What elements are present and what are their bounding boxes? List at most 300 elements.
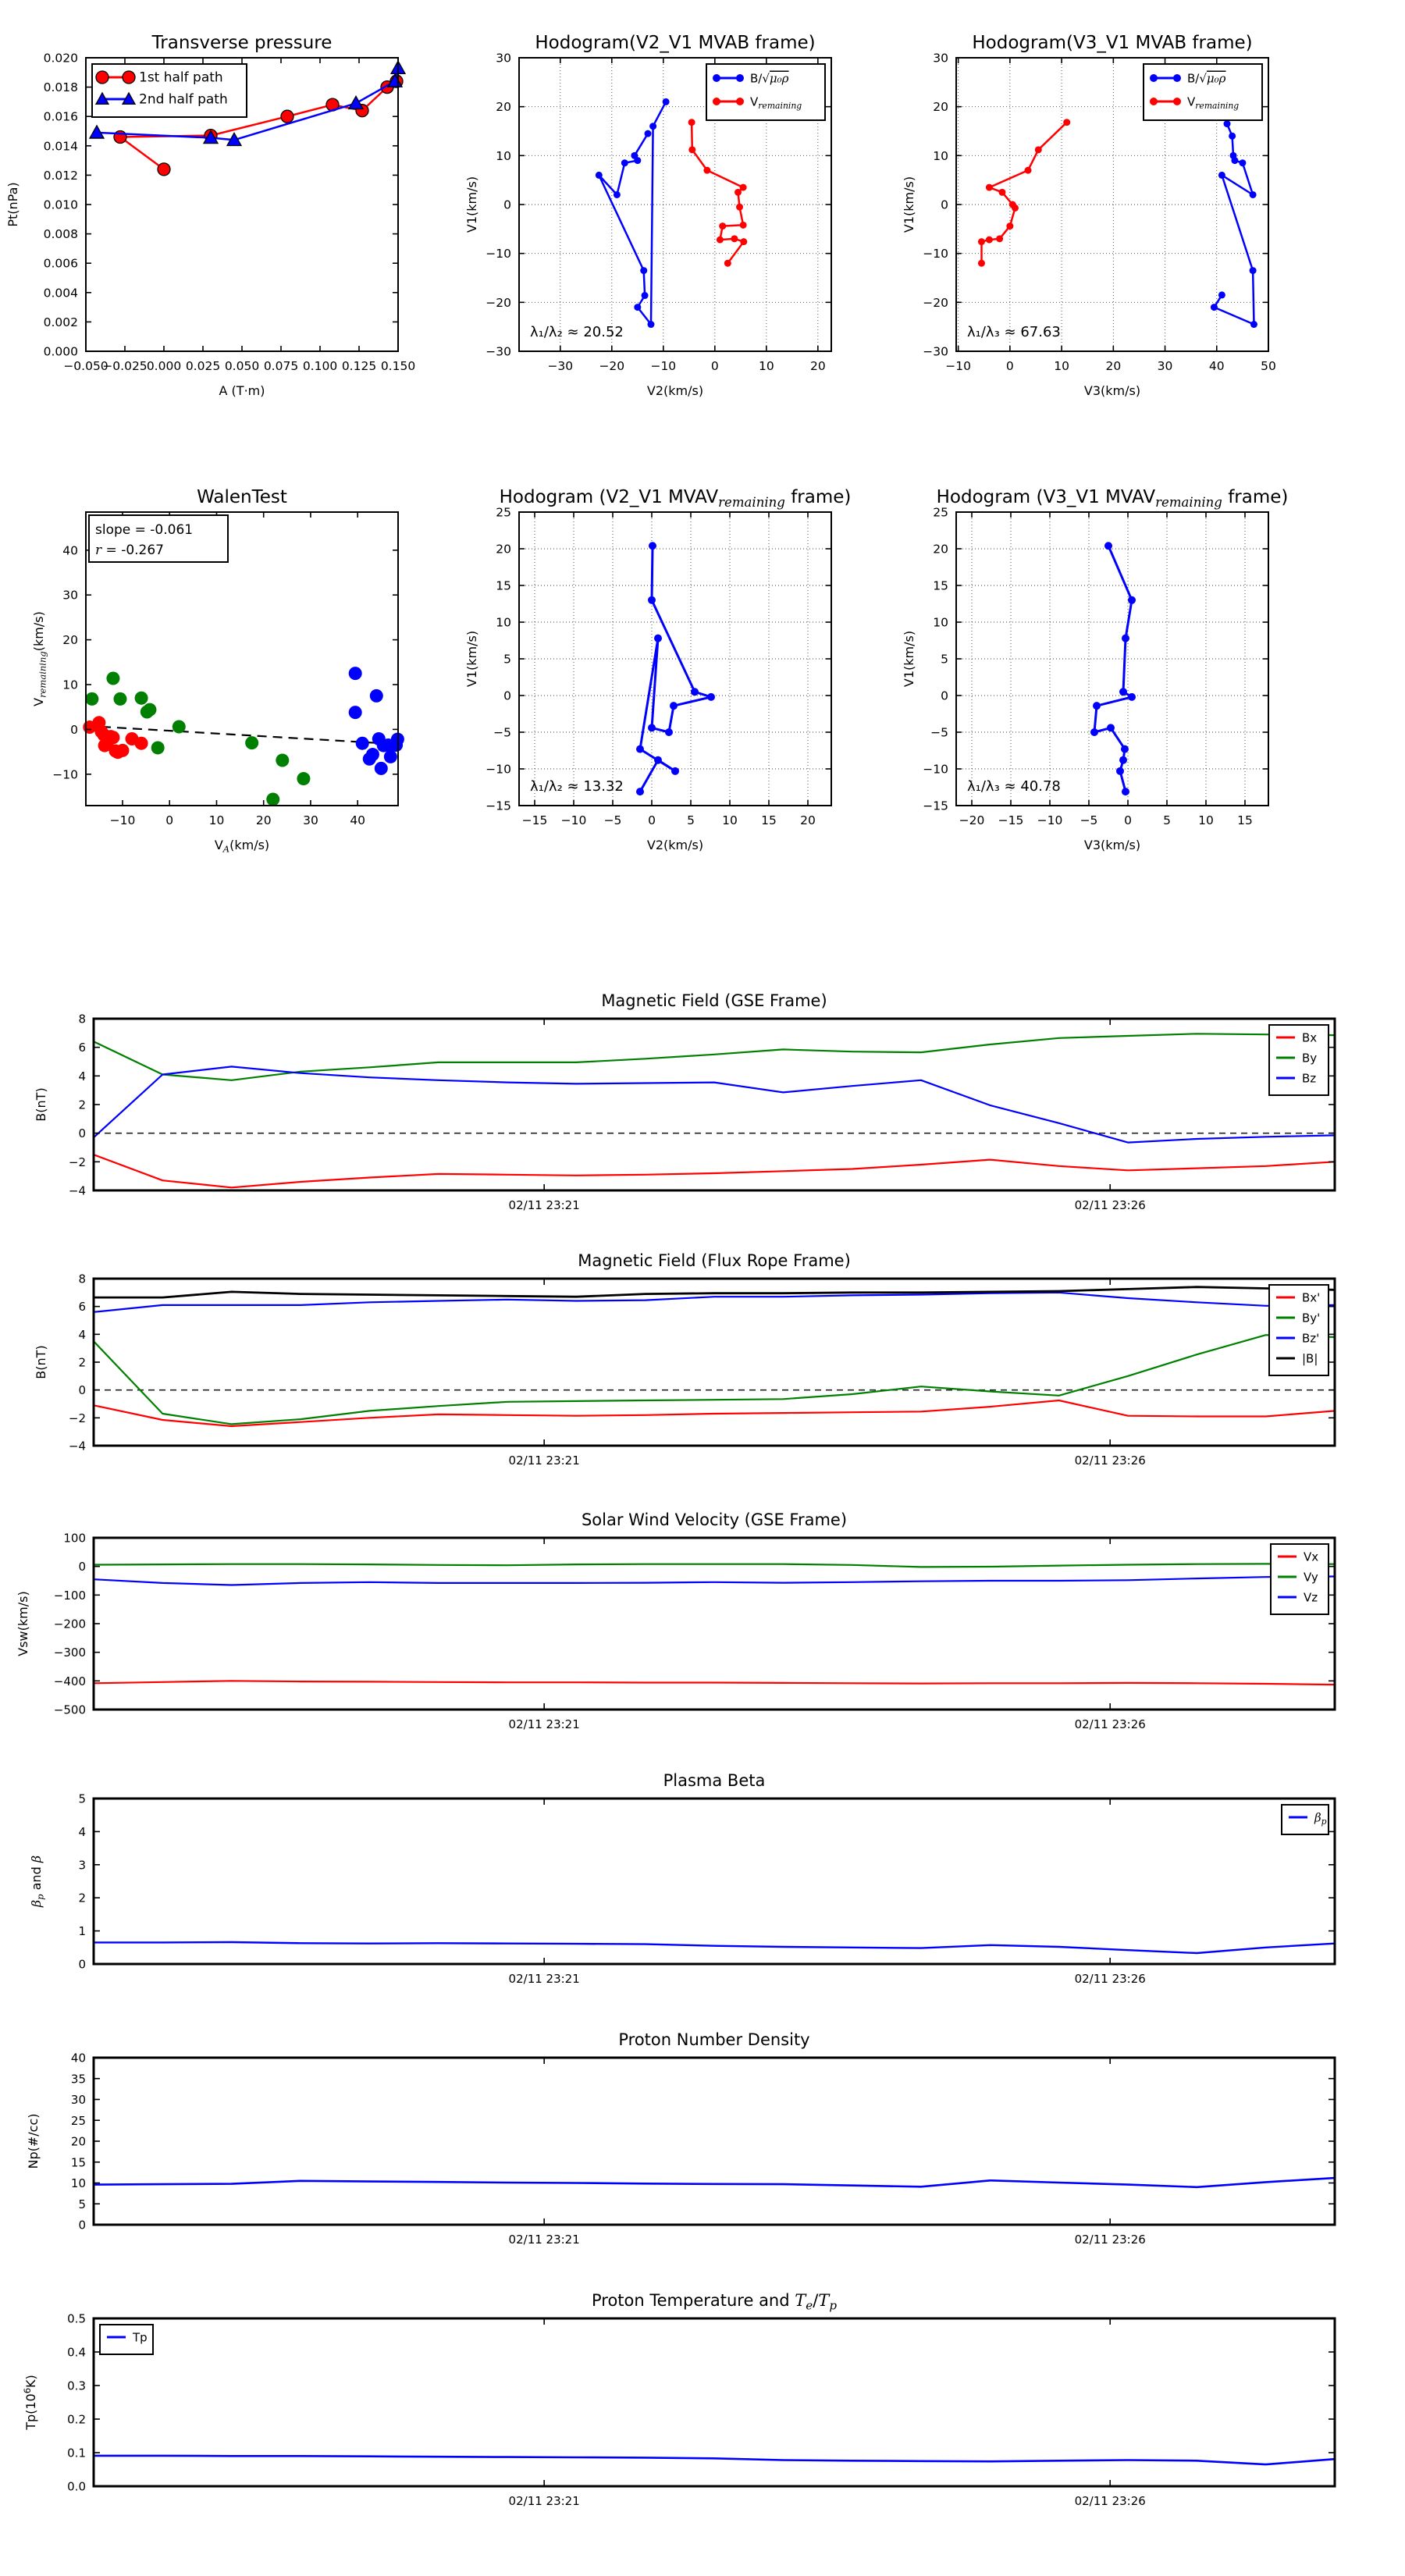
- axis-frame: [94, 2058, 1335, 2225]
- scatter-point: [276, 754, 289, 767]
- x-tick-label: 15: [1237, 813, 1253, 827]
- dot-marker: [691, 688, 699, 696]
- scatter-point: [349, 667, 362, 680]
- dot-marker: [621, 159, 628, 166]
- y-tick-label: 8: [78, 1272, 86, 1286]
- legend-box: [1269, 1025, 1329, 1095]
- y-tick-label: 1: [78, 1924, 86, 1939]
- panel-vsw-gse: [16, 1510, 1335, 1731]
- y-tick-label: 0.1: [67, 2446, 86, 2460]
- y-tick-label: 0: [941, 688, 948, 703]
- circle-marker: [281, 110, 293, 123]
- triangle-marker: [349, 96, 363, 109]
- y-tick-label: −10: [486, 762, 511, 777]
- legend: [1144, 64, 1262, 120]
- dot-marker: [1119, 756, 1127, 764]
- y-tick-label: 0.016: [43, 109, 78, 124]
- legend-label: Vz: [1304, 1590, 1318, 1605]
- legend: [92, 64, 247, 117]
- y-tick-label: 5: [78, 2197, 86, 2211]
- dot-marker: [1122, 788, 1129, 795]
- series-line-V hodogram: [1094, 546, 1132, 792]
- eigenvalue-annotation: λ₁/λ₃ ≈ 67.63: [967, 324, 1061, 341]
- y-tick-label: 5: [941, 652, 948, 667]
- x-tick-label: 20: [255, 813, 272, 827]
- dot-marker: [986, 237, 993, 244]
- y-tick-label: 0: [503, 197, 511, 212]
- x-tick-label: 0: [1005, 359, 1014, 373]
- legend-label: $\beta_p$: [1314, 1810, 1327, 1827]
- dot-marker: [740, 222, 747, 229]
- dot-marker: [1090, 728, 1098, 736]
- y-tick-label: 25: [933, 505, 948, 520]
- x-tick-label: 02/11 23:21: [508, 1972, 580, 1986]
- x-tick-label: 40: [350, 813, 366, 827]
- dot-marker: [1093, 702, 1101, 710]
- dot-marker: [736, 74, 744, 82]
- legend-label: By: [1302, 1051, 1318, 1066]
- dot-marker: [1104, 542, 1112, 550]
- legend-label: 2nd half path: [139, 91, 228, 108]
- x-tick-label: 0: [648, 813, 656, 827]
- series-line-By': [94, 1335, 1335, 1424]
- dot-marker: [1250, 191, 1257, 198]
- x-tick-label: −0.050: [63, 359, 108, 373]
- x-tick-label: 02/11 23:26: [1074, 1453, 1146, 1468]
- series-line-By: [94, 1034, 1335, 1080]
- y-tick-label: −4: [68, 1439, 86, 1453]
- dot-marker: [596, 172, 603, 179]
- legend-label: Vy: [1304, 1570, 1318, 1585]
- y-tick-label: 0: [78, 1126, 86, 1141]
- y-tick-label: 10: [62, 678, 78, 692]
- scatter-point: [143, 703, 156, 717]
- legend-label: Vx: [1304, 1550, 1319, 1564]
- dot-marker: [640, 267, 647, 274]
- y-tick-label: 35: [70, 2072, 86, 2087]
- panel-hodogram-v3v1-mvav: [902, 487, 1288, 852]
- y-axis-label: V1(km/s): [902, 176, 916, 233]
- series-line-Tp: [94, 2456, 1335, 2464]
- dot-marker: [654, 635, 662, 642]
- eigenvalue-annotation: λ₁/λ₂ ≈ 13.32: [530, 778, 624, 795]
- panel-title: Solar Wind Velocity (GSE Frame): [581, 1510, 848, 1529]
- panel-plasma-beta: [29, 1771, 1335, 1986]
- panel-proton-density: [26, 2030, 1335, 2247]
- y-axis-label: Np(#/cc): [26, 2113, 41, 2169]
- dot-marker: [1150, 74, 1158, 82]
- dot-marker: [713, 98, 720, 105]
- y-tick-label: 0.020: [43, 51, 78, 66]
- x-tick-label: 5: [1163, 813, 1171, 827]
- panel-title: Transverse pressure: [151, 33, 333, 53]
- y-axis-label: $V_{remaining}(km/s)$: [31, 611, 48, 706]
- dot-marker: [688, 146, 695, 153]
- dot-marker: [654, 756, 662, 764]
- x-tick-label: −10: [1037, 813, 1063, 827]
- dot-marker: [663, 98, 670, 105]
- dot-marker: [631, 152, 638, 159]
- panel-title: WalenTest: [197, 487, 287, 507]
- dot-marker: [713, 74, 720, 82]
- legend-label: $V_{remaining}$: [750, 94, 802, 111]
- dot-marker: [978, 238, 985, 245]
- series-line-V hodogram: [640, 546, 711, 792]
- series-line-|B|: [94, 1287, 1335, 1297]
- x-tick-label: −15: [998, 813, 1024, 827]
- x-tick-label: 20: [809, 359, 826, 373]
- x-tick-label: 02/11 23:21: [508, 1717, 580, 1731]
- series-line-B/sqrt(mu0 rho): [599, 101, 666, 324]
- y-tick-label: −10: [923, 762, 948, 777]
- y-tick-label: 20: [62, 633, 78, 648]
- panel-title: Plasma Beta: [663, 1771, 766, 1790]
- y-tick-label: 0: [78, 1560, 86, 1574]
- y-tick-label: 3: [78, 1858, 86, 1873]
- y-tick-label: 0.002: [43, 315, 78, 329]
- dot-marker: [1224, 120, 1231, 127]
- series-line-Bx': [94, 1400, 1335, 1426]
- legend-label: Tp: [133, 2330, 148, 2345]
- y-tick-label: 20: [496, 542, 511, 557]
- dot-marker: [707, 693, 715, 701]
- dot-marker: [665, 728, 673, 736]
- legend-label: B/√μ₀ρ: [1187, 71, 1226, 86]
- dot-marker: [648, 596, 656, 604]
- x-tick-label: −5: [603, 813, 622, 827]
- legend-label: |B|: [1302, 1351, 1318, 1366]
- y-tick-label: 20: [933, 542, 948, 557]
- x-tick-label: 50: [1261, 359, 1276, 373]
- panel-hodogram-v2v1-mvav: [464, 487, 851, 852]
- dot-marker: [1239, 159, 1246, 166]
- legend-label: By': [1302, 1311, 1321, 1325]
- x-tick-label: 10: [1054, 359, 1069, 373]
- axis-frame: [94, 1019, 1335, 1190]
- panel-title: Proton Number Density: [618, 2030, 810, 2049]
- dot-marker: [645, 130, 652, 137]
- dot-marker: [724, 260, 731, 267]
- dot-marker: [1229, 133, 1236, 140]
- y-tick-label: −500: [53, 1703, 86, 1717]
- panel-title: Magnetic Field (GSE Frame): [601, 991, 827, 1010]
- panel-title: Hodogram(V3_V1 MVAB frame): [972, 33, 1253, 53]
- scatter-point: [151, 741, 165, 754]
- series-line-Vx: [94, 1681, 1335, 1685]
- y-tick-label: 8: [78, 1012, 86, 1026]
- dot-marker: [736, 98, 744, 105]
- x-tick-label: 20: [1105, 359, 1122, 373]
- y-tick-label: −2: [68, 1411, 86, 1425]
- scatter-point: [113, 692, 126, 706]
- y-tick-label: 2: [78, 1098, 86, 1112]
- y-tick-label: 0.012: [43, 168, 78, 183]
- dot-marker: [703, 167, 710, 174]
- x-tick-label: 15: [761, 813, 777, 827]
- y-tick-label: 0.008: [43, 227, 78, 242]
- y-axis-label: B(nT): [34, 1087, 48, 1122]
- y-tick-label: 100: [63, 1531, 86, 1546]
- y-tick-label: −15: [923, 799, 948, 813]
- x-tick-label: 30: [303, 813, 318, 827]
- dot-marker: [717, 237, 724, 244]
- y-axis-label: Vsw(km/s): [16, 1591, 30, 1656]
- x-axis-label: V3(km/s): [1083, 838, 1141, 852]
- panel-title: Hodogram(V2_V1 MVAB frame): [535, 33, 816, 53]
- y-tick-label: −30: [486, 344, 511, 359]
- y-tick-label: 25: [496, 505, 511, 520]
- y-tick-label: 30: [62, 588, 78, 603]
- x-tick-label: −20: [599, 359, 625, 373]
- scatter-point: [389, 738, 403, 752]
- legend-label: Bx: [1302, 1030, 1318, 1045]
- legend-label: 1st half path: [139, 69, 223, 86]
- x-tick-label: −15: [521, 813, 548, 827]
- y-tick-label: −10: [52, 767, 78, 782]
- x-tick-label: 0: [1124, 813, 1132, 827]
- x-tick-label: 10: [208, 813, 225, 827]
- note-box-line: slope = -0.061: [95, 522, 194, 538]
- series-line-Bx: [94, 1155, 1335, 1187]
- y-tick-label: 0.0: [67, 2479, 86, 2494]
- dot-marker: [1107, 724, 1115, 731]
- y-tick-label: 0.5: [67, 2311, 86, 2326]
- y-tick-label: 0.4: [67, 2345, 86, 2360]
- y-tick-label: −200: [53, 1617, 86, 1631]
- y-tick-label: −5: [930, 725, 948, 740]
- scatter-point: [370, 689, 383, 703]
- legend-label: $V_{remaining}$: [1187, 94, 1240, 111]
- y-tick-label: 15: [496, 578, 511, 593]
- y-axis-label: $Tp(10^6K)$: [21, 2375, 38, 2430]
- scatter-point: [135, 737, 148, 750]
- dot-marker: [671, 767, 679, 775]
- dot-marker: [1121, 745, 1129, 753]
- y-axis-label: B(nT): [34, 1345, 48, 1379]
- y-tick-label: 0: [78, 1957, 86, 1972]
- legend: [1271, 1544, 1329, 1614]
- x-tick-label: 0.100: [302, 359, 338, 373]
- y-tick-label: 10: [496, 615, 511, 630]
- circle-marker: [123, 71, 135, 84]
- x-tick-label: −20: [959, 813, 985, 827]
- panel-title: Magnetic Field (Flux Rope Frame): [578, 1251, 851, 1270]
- x-tick-label: 20: [800, 813, 816, 827]
- legend: [1269, 1025, 1329, 1095]
- dot-marker: [740, 238, 747, 245]
- eigenvalue-annotation: λ₁/λ₂ ≈ 20.52: [530, 324, 624, 341]
- eigenvalue-annotation: λ₁/λ₃ ≈ 40.78: [967, 778, 1061, 795]
- note-box-line: r = -0.267: [95, 543, 164, 558]
- series-line-Bz': [94, 1290, 1335, 1312]
- x-tick-label: 0.075: [263, 359, 299, 373]
- dot-marker: [1063, 119, 1070, 126]
- x-tick-label: −0.025: [102, 359, 148, 373]
- y-tick-label: 0: [941, 197, 948, 212]
- panel-title: Proton Temperature and $T_e/T_p$: [591, 2291, 838, 2313]
- legend-label: Bx': [1302, 1290, 1321, 1305]
- x-tick-label: 0.125: [341, 359, 377, 373]
- y-axis-label: V1(km/s): [464, 176, 479, 233]
- legend: [1269, 1285, 1329, 1375]
- x-tick-label: 02/11 23:26: [1074, 1717, 1146, 1731]
- x-tick-label: −10: [945, 359, 972, 373]
- x-tick-label: 0.150: [380, 359, 416, 373]
- scatter-point: [173, 720, 186, 733]
- x-tick-label: 5: [687, 813, 695, 827]
- legend: [706, 64, 825, 120]
- y-tick-label: −20: [923, 295, 948, 310]
- dot-marker: [1211, 304, 1218, 311]
- y-tick-label: −100: [53, 1588, 86, 1603]
- x-axis-label: A (T·m): [219, 383, 265, 398]
- dot-marker: [1173, 74, 1181, 82]
- y-tick-label: 20: [496, 100, 511, 115]
- dot-marker: [719, 222, 726, 229]
- dot-marker: [634, 304, 641, 311]
- dot-marker: [1128, 596, 1136, 604]
- dot-marker: [978, 260, 985, 267]
- x-tick-label: 0.050: [224, 359, 260, 373]
- y-tick-label: −15: [486, 799, 511, 813]
- dot-marker: [998, 189, 1005, 196]
- x-tick-label: 0: [710, 359, 719, 373]
- dot-marker: [986, 184, 993, 191]
- panel-title: Hodogram (V2_V1 $MVAV_{remaining}$ frame): [499, 487, 852, 511]
- y-tick-label: 15: [70, 2155, 86, 2170]
- x-tick-label: −10: [560, 813, 587, 827]
- panel-mag-flux-rope: [34, 1251, 1335, 1468]
- circle-marker: [158, 163, 170, 176]
- y-tick-label: 40: [70, 2051, 86, 2065]
- dot-marker: [1012, 205, 1019, 212]
- x-tick-label: 30: [1157, 359, 1173, 373]
- dot-marker: [1250, 321, 1257, 328]
- y-tick-label: −20: [486, 295, 511, 310]
- dot-marker: [670, 702, 678, 710]
- y-tick-label: 0.3: [67, 2379, 86, 2393]
- dot-marker: [649, 123, 656, 130]
- y-tick-label: 2: [78, 1891, 86, 1905]
- scatter-point: [266, 792, 279, 806]
- y-tick-label: 0.000: [43, 344, 78, 359]
- y-tick-label: 0.006: [43, 256, 78, 271]
- scatter-point: [356, 737, 369, 750]
- dot-marker: [1150, 98, 1158, 105]
- y-tick-label: 0.2: [67, 2412, 86, 2427]
- dot-marker: [996, 235, 1003, 242]
- dot-marker: [1122, 635, 1129, 642]
- y-tick-label: −10: [486, 247, 511, 262]
- x-tick-label: 02/11 23:21: [508, 2494, 580, 2508]
- scatter-point: [116, 744, 129, 757]
- series-line-beta_p: [94, 1942, 1335, 1953]
- y-tick-label: −4: [68, 1183, 86, 1198]
- y-tick-label: 4: [78, 1069, 86, 1083]
- y-tick-label: −300: [53, 1646, 86, 1660]
- dot-marker: [1250, 267, 1257, 274]
- y-tick-label: 10: [70, 2176, 86, 2190]
- dot-marker: [1231, 157, 1238, 164]
- x-tick-label: 10: [722, 813, 738, 827]
- series-line-Np: [94, 2178, 1335, 2187]
- dot-marker: [649, 542, 656, 550]
- scatter-point: [135, 692, 148, 705]
- panel-hodogram-v2v1-mvab: [464, 33, 831, 398]
- x-tick-label: 02/11 23:26: [1074, 1972, 1146, 1986]
- dot-marker: [731, 235, 738, 242]
- x-tick-label: −30: [547, 359, 574, 373]
- y-tick-label: −2: [68, 1155, 86, 1169]
- scatter-point: [384, 750, 397, 763]
- series-line-Vy: [94, 1564, 1335, 1567]
- y-tick-label: 30: [496, 51, 511, 66]
- x-tick-label: 40: [1208, 359, 1225, 373]
- dot-marker: [740, 184, 747, 191]
- dot-marker: [642, 292, 649, 299]
- y-tick-label: 0: [70, 722, 78, 737]
- legend-label: B/√μ₀ρ: [750, 71, 789, 86]
- dot-marker: [1119, 688, 1127, 696]
- y-tick-label: −400: [53, 1674, 86, 1688]
- scatter-point: [349, 706, 362, 719]
- y-tick-label: 0: [78, 2218, 86, 2233]
- y-tick-label: 0: [78, 1383, 86, 1398]
- panel-transverse-pressure: [5, 33, 415, 398]
- x-tick-label: 02/11 23:26: [1074, 2233, 1146, 2247]
- y-tick-label: −30: [923, 344, 948, 359]
- dot-marker: [647, 321, 654, 328]
- x-axis-label: $V_A(km/s)$: [214, 838, 270, 855]
- series-line-V remaining: [982, 123, 1067, 264]
- x-tick-label: −10: [650, 359, 677, 373]
- x-tick-label: 02/11 23:26: [1074, 1198, 1146, 1212]
- y-tick-label: 20: [70, 2134, 86, 2149]
- y-axis-label: V1(km/s): [464, 630, 479, 688]
- y-tick-label: 0.018: [43, 80, 78, 95]
- x-tick-label: 02/11 23:21: [508, 2233, 580, 2247]
- scatter-point: [375, 762, 388, 775]
- y-tick-label: 25: [70, 2113, 86, 2128]
- x-tick-label: −10: [109, 813, 136, 827]
- y-tick-label: 0.010: [43, 197, 78, 212]
- dot-marker: [648, 724, 656, 731]
- dot-marker: [1006, 222, 1013, 229]
- y-tick-label: 5: [78, 1791, 86, 1806]
- y-tick-label: −5: [493, 725, 511, 740]
- y-axis-label: V1(km/s): [902, 630, 916, 688]
- axis-frame: [94, 1799, 1335, 1964]
- y-tick-label: 0.004: [43, 286, 78, 301]
- x-tick-label: 10: [758, 359, 774, 373]
- circle-marker: [96, 71, 108, 84]
- y-tick-label: 0.014: [43, 139, 78, 154]
- panel-title: Hodogram (V3_V1 $MVAV_{remaining}$ frame): [936, 487, 1289, 511]
- dot-marker: [688, 119, 695, 126]
- scatter-point: [85, 692, 98, 706]
- dot-marker: [1218, 291, 1225, 298]
- x-tick-label: 02/11 23:21: [508, 1198, 580, 1212]
- y-axis-label: $\beta_p$ and β: [29, 1855, 46, 1908]
- x-tick-label: −5: [1080, 813, 1098, 827]
- x-tick-label: 0.000: [146, 359, 182, 373]
- y-tick-label: 4: [78, 1327, 86, 1342]
- y-tick-label: −10: [923, 247, 948, 262]
- y-tick-label: 6: [78, 1041, 86, 1055]
- y-tick-label: 2: [78, 1355, 86, 1370]
- y-tick-label: 40: [62, 543, 78, 558]
- x-tick-label: 0.025: [185, 359, 221, 373]
